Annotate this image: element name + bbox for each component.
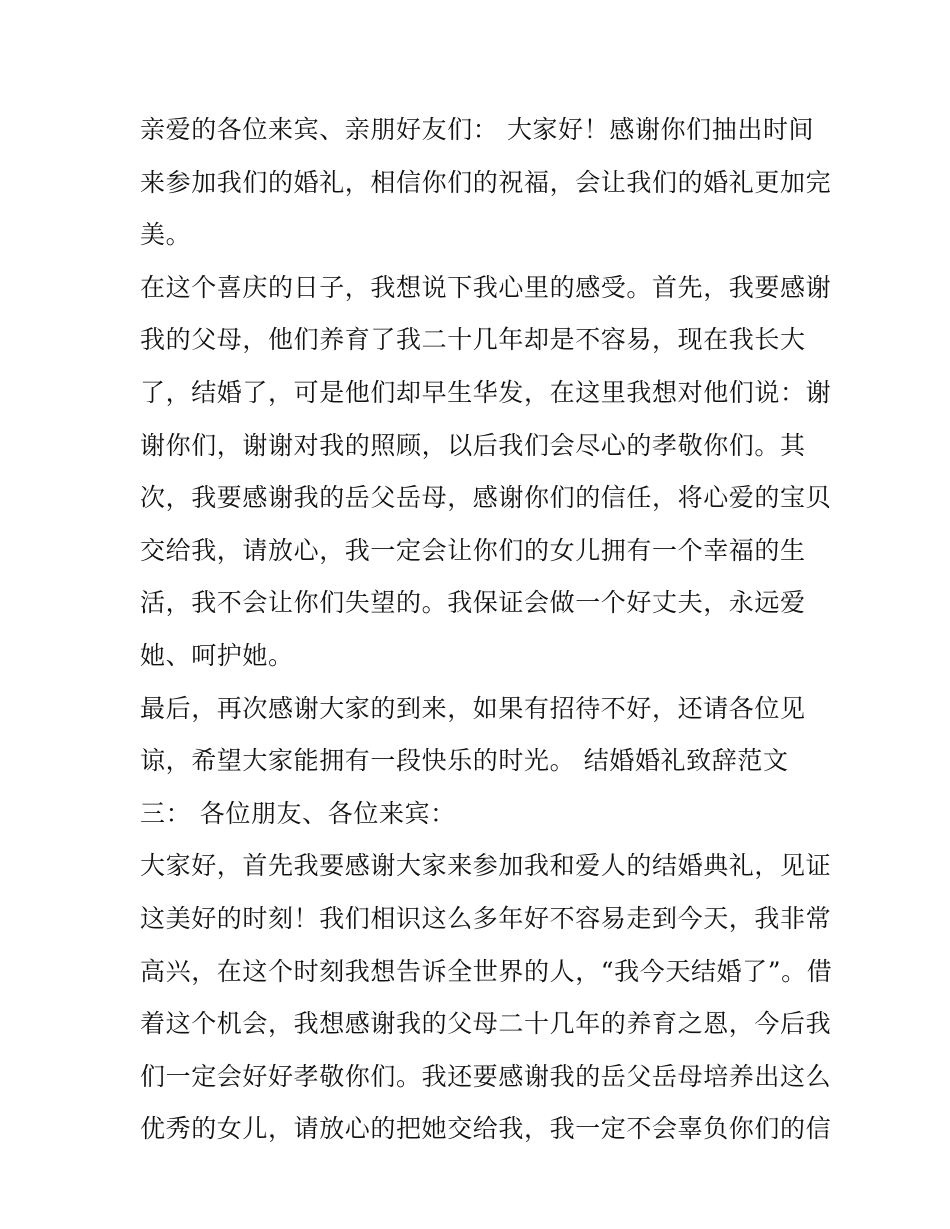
text-line: 谢你们，谢谢对我的照顾，以后我们会尽心的孝敬你们。其 bbox=[140, 430, 806, 460]
text-line: 这美好的时刻！我们相识这么多年好不容易走到今天，我非常 bbox=[140, 903, 832, 933]
text-line: 活，我不会让你们失望的。我保证会做一个好丈夫，永远爱 bbox=[140, 588, 806, 618]
speech-text bbox=[140, 104, 833, 1156]
text-line: 们一定会好好孝敬你们。我还要感谢我的岳父岳母培养出这么 bbox=[140, 1061, 832, 1091]
text-line: 着这个机会，我想感谢我的父母二十几年的养育之恩，今后我 bbox=[140, 1009, 832, 1039]
text-line: 最后，再次感谢大家的到来，如果有招待不好，还请各位见 bbox=[140, 693, 806, 723]
text-line: 我的父母，他们养育了我二十几年却是不容易，现在我长大 bbox=[140, 325, 806, 355]
text-line: 她、呵护她。 bbox=[140, 640, 294, 670]
text-line: 高兴，在这个时刻我想告诉全世界的人，“我今天结婚了”。借 bbox=[140, 956, 833, 986]
text-line: 了，结婚了，可是他们却早生华发，在这里我想对他们说：谢 bbox=[140, 377, 832, 407]
text-line: 三： 各位朋友、各位来宾： bbox=[140, 798, 456, 828]
text-line: 来参加我们的婚礼，相信你们的祝福，会让我们的婚礼更加完 bbox=[140, 167, 832, 197]
text-line: 优秀的女儿，请放心的把她交给我，我一定不会辜负你们的信 bbox=[140, 1114, 832, 1144]
text-line: 大家好，首先我要感谢大家来参加我和爱人的结婚典礼，见证 bbox=[140, 851, 832, 881]
text-line: 谅，希望大家能拥有一段快乐的时光。 结婚婚礼致辞范文 bbox=[140, 746, 789, 776]
text-line: 次，我要感谢我的岳父岳母，感谢你们的信任，将心爱的宝贝 bbox=[140, 483, 832, 513]
text-line: 美。 bbox=[140, 220, 192, 250]
text-line: 亲爱的各位来宾、亲朋好友们： 大家好！感谢你们抽出时间 bbox=[140, 115, 815, 144]
text-line: 在这个喜庆的日子，我想说下我心里的感受。首先，我要感谢 bbox=[140, 272, 832, 302]
text-line: 交给我，请放心，我一定会让你们的女儿拥有一个幸福的生 bbox=[140, 535, 806, 565]
